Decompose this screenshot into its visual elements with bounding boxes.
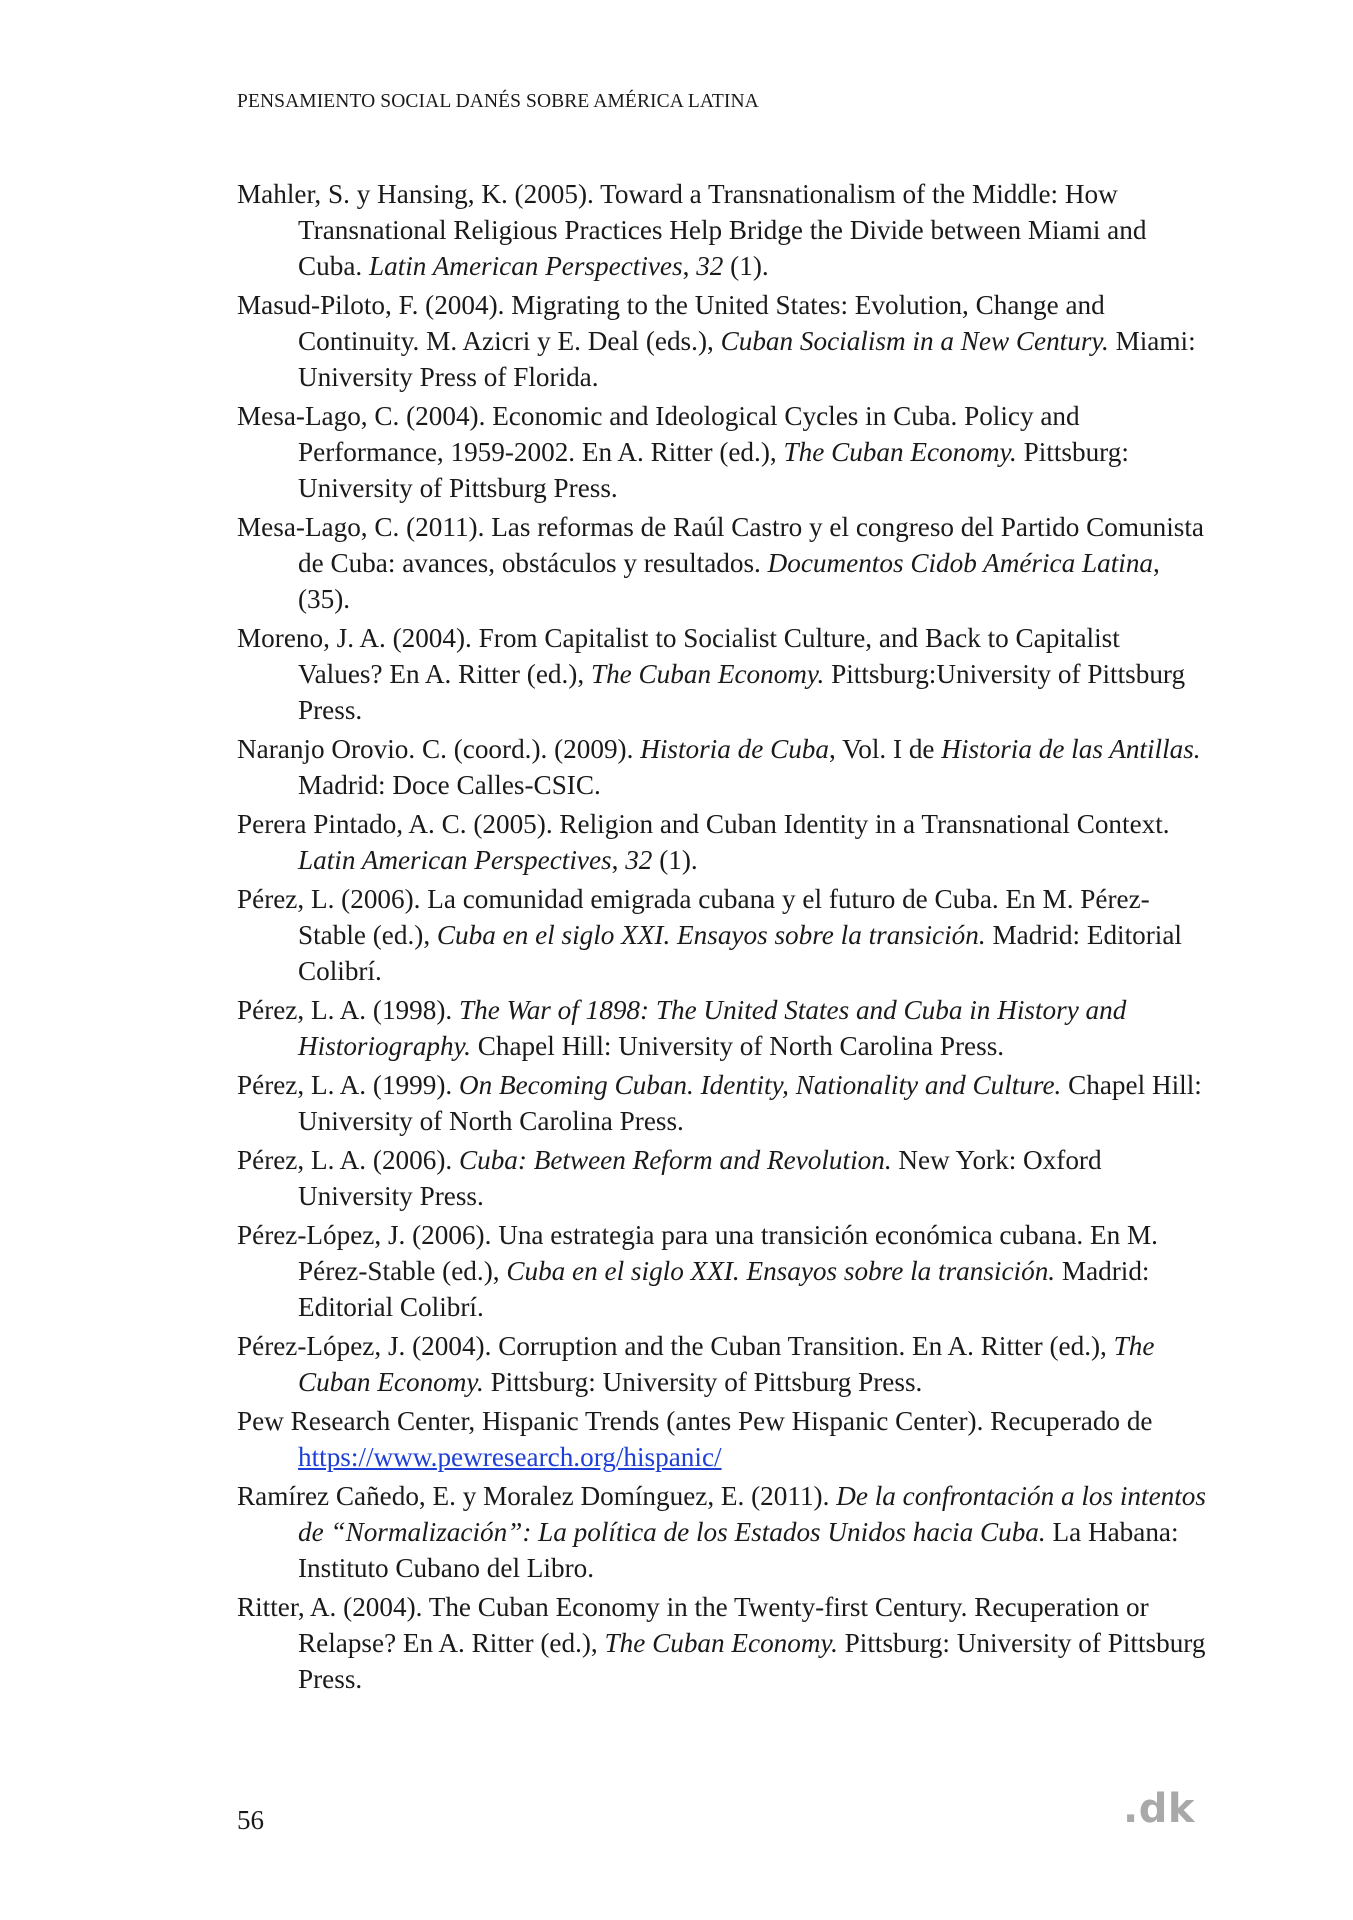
bibliography-entry — [237, 1217, 1207, 1325]
entry-italic-text: Historia de Cuba — [640, 734, 829, 764]
entry-text: Pew Research Center, Hispanic Trends (antes Pew Hispanic Center). Recuperado de — [237, 1406, 1153, 1436]
bibliography-list — [237, 176, 1207, 1700]
bibliography-entry — [237, 287, 1207, 395]
publisher-logo: .dk — [1123, 1786, 1195, 1832]
entry-text: Mesa-Lago, C. (2004). Economic and Ideological Cycles in Cuba. Policy and Performance, 1959-2002. En A. Ritter (ed.), — [237, 401, 1080, 467]
entry-text: Madrid: Editorial Colibrí. — [298, 920, 1182, 986]
entry-italic-text: The War of 1898: The United States and Cuba in History and Historiography. — [298, 995, 1127, 1061]
entry-italic-text: On Becoming Cuban. Identity, Nationality and Culture. — [458, 1070, 1062, 1100]
entry-italic-text: Cuban Socialism in a New Century. — [720, 326, 1109, 356]
bibliography-entry — [237, 992, 1207, 1064]
entry-text: Pittsburg: University of Pittsburg Press. — [483, 1367, 923, 1397]
bibliography-entry — [237, 1403, 1207, 1475]
entry-text: Ramírez Cañedo, E. y Moralez Domínguez, E. (2011). — [237, 1481, 837, 1511]
entry-text: Pérez, L. (2006). La comunidad emigrada cubana y el futuro de Cuba. En M. Pérez-Stable (ed.), — [237, 884, 1150, 950]
entry-italic-text: 32 — [625, 845, 653, 875]
entry-text: , — [682, 251, 697, 281]
entry-text: , — [611, 845, 626, 875]
entry-text: Pittsburg: University of Pittsburg Press. — [298, 437, 1129, 503]
page-number: 56 — [237, 1805, 264, 1835]
entry-text: Chapel Hill: University of North Carolina Press. — [298, 1070, 1202, 1136]
entry-italic-text: Cuba en el siglo XXI. Ensayos sobre la transición. — [436, 920, 986, 950]
bibliography-entry — [237, 881, 1207, 989]
entry-text: Naranjo Orovio. C. (coord.). (2009). — [237, 734, 641, 764]
entry-text: Moreno, J. A. (2004). From Capitalist to Socialist Culture, and Back to Capitalist Values? En A. Ritter (ed.), — [237, 623, 1120, 689]
entry-italic-text: Documentos Cidob América Latina — [767, 548, 1154, 578]
entry-italic-text: Latin American Perspectives — [368, 251, 683, 281]
bibliography-entry — [237, 620, 1207, 728]
entry-text: New York: Oxford University Press. — [298, 1145, 1102, 1211]
entry-italic-text: De la confrontación a los intentos de “Normalización”: La política de los Estados Unidos hacia Cuba. — [298, 1481, 1206, 1547]
entry-text: La Habana: Instituto Cubano del Libro. — [298, 1517, 1179, 1583]
entry-text: Pérez, L. A. (1999). — [237, 1070, 459, 1100]
bibliography-entry — [237, 1478, 1207, 1586]
bibliography-entry — [237, 398, 1207, 506]
entry-text: (1). — [652, 845, 698, 875]
entry-italic-text: The Cuban Economy. — [604, 1628, 838, 1658]
entry-text: Pittsburg: University of Pittsburg Press. — [298, 1628, 1206, 1694]
entry-italic-text: Latin American Perspectives — [298, 845, 612, 875]
entry-italic-text: Cuba: Between Reform and Revolution. — [458, 1145, 892, 1175]
entry-italic-text: The Cuban Economy. — [590, 659, 825, 689]
entry-text: Miami: University Press of Florida. — [298, 326, 1196, 392]
bibliography-entry — [237, 1142, 1207, 1214]
bibliography-entry — [237, 1328, 1207, 1400]
entry-text: Pittsburg:University of Pittsburg Press. — [298, 659, 1186, 725]
entry-text: , Vol. I de — [829, 734, 942, 764]
entry-text: , (35). — [298, 548, 1160, 614]
entry-text: Pérez-López, J. (2004). Corruption and the Cuban Transition. En A. Ritter (ed.), — [237, 1331, 1114, 1361]
entry-text: Madrid: Doce Calles-CSIC. — [298, 770, 601, 800]
running-header: PENSAMIENTO SOCIAL DANÉS SOBRE AMÉRICA LATINA — [237, 91, 759, 112]
bibliography-entry — [237, 1589, 1207, 1697]
entry-text: Pérez, L. A. (2006). — [237, 1145, 459, 1175]
entry-text: Pérez-López, J. (2006). Una estrategia para una transición económica cubana. En M. Pérez-Stable (ed.), — [237, 1220, 1158, 1286]
entry-text: Masud-Piloto, F. (2004). Migrating to the United States: Evolution, Change and Continuity. M. Azicri y E. Deal (eds.), — [237, 290, 1105, 356]
entry-text: (1). — [723, 251, 769, 281]
bibliography-entry — [237, 176, 1207, 284]
bibliography-entry — [237, 1067, 1207, 1139]
entry-italic-text: The Cuban Economy. — [783, 437, 1017, 467]
entry-text: Ritter, A. (2004). The Cuban Economy in the Twenty-first Century. Recuperation or Relapse? En A. Ritter (ed.), — [237, 1592, 1149, 1658]
reference-link[interactable]: https://www.pewresearch.org/hispanic/ — [298, 1442, 722, 1472]
entry-italic-text: Cuba en el siglo XXI. Ensayos sobre la transición. — [506, 1256, 1056, 1286]
entry-italic-text: 32 — [696, 251, 724, 281]
bibliography-entry — [237, 806, 1207, 878]
bibliography-entry — [237, 509, 1207, 617]
entry-text: Mahler, S. y Hansing, K. (2005). Toward a Transnationalism of the Middle: How Transnational Religious Practices Help Bridge the Divide between Miami and Cuba. — [237, 179, 1147, 281]
entry-text: Pérez, L. A. (1998). — [237, 995, 459, 1025]
entry-italic-text: Historia de las Antillas. — [941, 734, 1201, 764]
entry-text: Perera Pintado, A. C. (2005). Religion and Cuban Identity in a Transnational Context. — [237, 809, 1170, 839]
entry-text: Chapel Hill: University of North Carolina Press. — [470, 1031, 1005, 1061]
bibliography-entry — [237, 731, 1207, 803]
entry-italic-text: The Cuban Economy. — [298, 1331, 1155, 1397]
entry-text: Madrid: Editorial Colibrí. — [298, 1256, 1150, 1322]
entry-text: Mesa-Lago, C. (2011). Las reformas de Raúl Castro y el congreso del Partido Comunista de Cuba: avances, obstáculos y resultados. — [237, 512, 1204, 578]
